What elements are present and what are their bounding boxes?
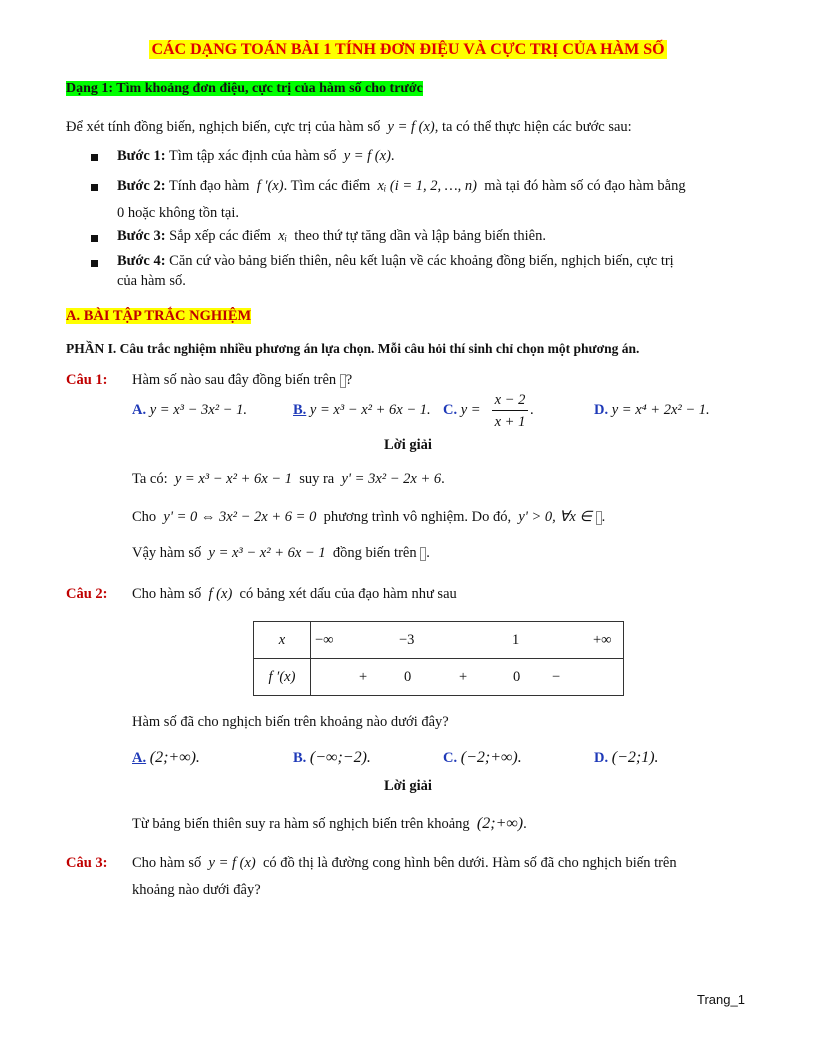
step-3: Bước 3: Sắp xếp các điểm xᵢ theo thứ tự tăng dần và lập bảng biến thiên. — [117, 228, 546, 244]
step-2: Bước 2: Tính đạo hàm f '(x). Tìm các điểm xᵢ (i = 1, 2, …, n) mà tại đó hàm số có đạo hàm bằng — [117, 178, 686, 194]
q3-text-line2: khoảng nào dưới đây? — [132, 882, 261, 898]
bullet-icon — [91, 260, 98, 267]
bullet-icon — [91, 184, 98, 191]
sign-table-row-x — [254, 622, 624, 659]
sign-table-head-fprime: f ′(x) — [254, 659, 311, 696]
bullet-icon — [91, 154, 98, 161]
step-4: Bước 4: Căn cứ vào bảng biến thiên, nêu kết luận về các khoảng đồng biến, nghịch biến, cực trị — [117, 253, 674, 269]
q1-solution-line2: Cho y' = 0 ⇔ 3x² − 2x + 6 = 0 phương trình vô nghiệm. Do đó, y' > 0, ∀x ∈ . — [132, 509, 606, 525]
bullet-icon — [91, 235, 98, 242]
q2-option-c[interactable]: C. (−2;+∞). — [443, 749, 522, 766]
q1-option-c-tail: . — [530, 402, 534, 418]
q1-option-c-numerator: x − 2 — [494, 392, 526, 408]
q1-option-a[interactable]: A. y = x³ − 3x² − 1. — [132, 402, 247, 418]
q2-option-b[interactable]: B. (−∞;−2). — [293, 749, 371, 766]
sign-table-row-fprime — [254, 659, 624, 696]
page-number: Trang_1 — [697, 992, 745, 1007]
q1-solution-line1: Ta có: y = x³ − x² + 6x − 1 suy ra y' = 3x² − 2x + 6. — [132, 471, 445, 487]
fraction-bar — [492, 410, 528, 411]
step-2-line2: 0 hoặc không tồn tại. — [117, 205, 240, 221]
section-a-heading: A. BÀI TẬP TRẮC NGHIỆM — [66, 308, 252, 324]
q1-solution-line3: Vậy hàm số y = x³ − x² + 6x − 1 đồng biến trên . — [132, 545, 430, 561]
sign-table-values-fprime: + 0 + 0 − — [311, 659, 624, 696]
q1-option-c[interactable]: C. y = — [443, 402, 481, 418]
q2-option-a[interactable]: A. (2;+∞). — [132, 749, 200, 766]
q2-label: Câu 2: — [66, 586, 108, 602]
step-1: Bước 1: Tìm tập xác định của hàm số y = f (x). — [117, 148, 395, 164]
page-title: CÁC DẠNG TOÁN BÀI 1 TÍNH ĐƠN ĐIỆU VÀ CỰC TRỊ CỦA HÀM SỐ — [151, 41, 665, 58]
q1-solution-heading: Lời giải — [384, 437, 432, 453]
sign-table — [253, 621, 624, 696]
q3-label: Câu 3: — [66, 855, 108, 871]
q1-option-c-denominator: x + 1 — [494, 414, 526, 430]
q1-text: Hàm số nào sau đây đồng biến trên ? — [132, 372, 353, 388]
q1-option-d[interactable]: D. y = x⁴ + 2x² − 1. — [594, 402, 710, 418]
dang1-heading: Dạng 1: Tìm khoảng đơn điệu, cực trị của hàm số cho trước — [66, 81, 423, 96]
q1-option-b[interactable]: B. y = x³ − x² + 6x − 1. — [293, 402, 431, 418]
q2-solution: Từ bảng biến thiên suy ra hàm số nghịch biến trên khoảng (2;+∞). — [132, 815, 527, 832]
sign-table-head-x: x — [254, 622, 311, 659]
dang1-intro: Để xét tính đồng biến, nghịch biến, cực trị của hàm số y = f (x), ta có thể thực hiện các bước sau: — [66, 119, 632, 135]
phan1-instructions: PHẦN I. Câu trắc nghiệm nhiều phương án lựa chọn. Mỗi câu hỏi thí sinh chỉ chọn một phương án. — [66, 341, 640, 356]
step-4-line2: của hàm số. — [117, 273, 186, 289]
q2-option-d[interactable]: D. (−2;1). — [594, 749, 659, 766]
q2-question: Hàm số đã cho nghịch biến trên khoảng nào dưới đây? — [132, 714, 449, 730]
sign-table-values-x: −∞ −3 1 +∞ — [311, 622, 624, 659]
q2-solution-heading: Lời giải — [384, 778, 432, 794]
q2-text: Cho hàm số f (x) có bảng xét dấu của đạo hàm như sau — [132, 586, 457, 602]
q1-label: Câu 1: — [66, 372, 108, 388]
q3-text: Cho hàm số y = f (x) có đồ thị là đường cong hình bên dưới. Hàm số đã cho nghịch biến trên — [132, 855, 677, 871]
